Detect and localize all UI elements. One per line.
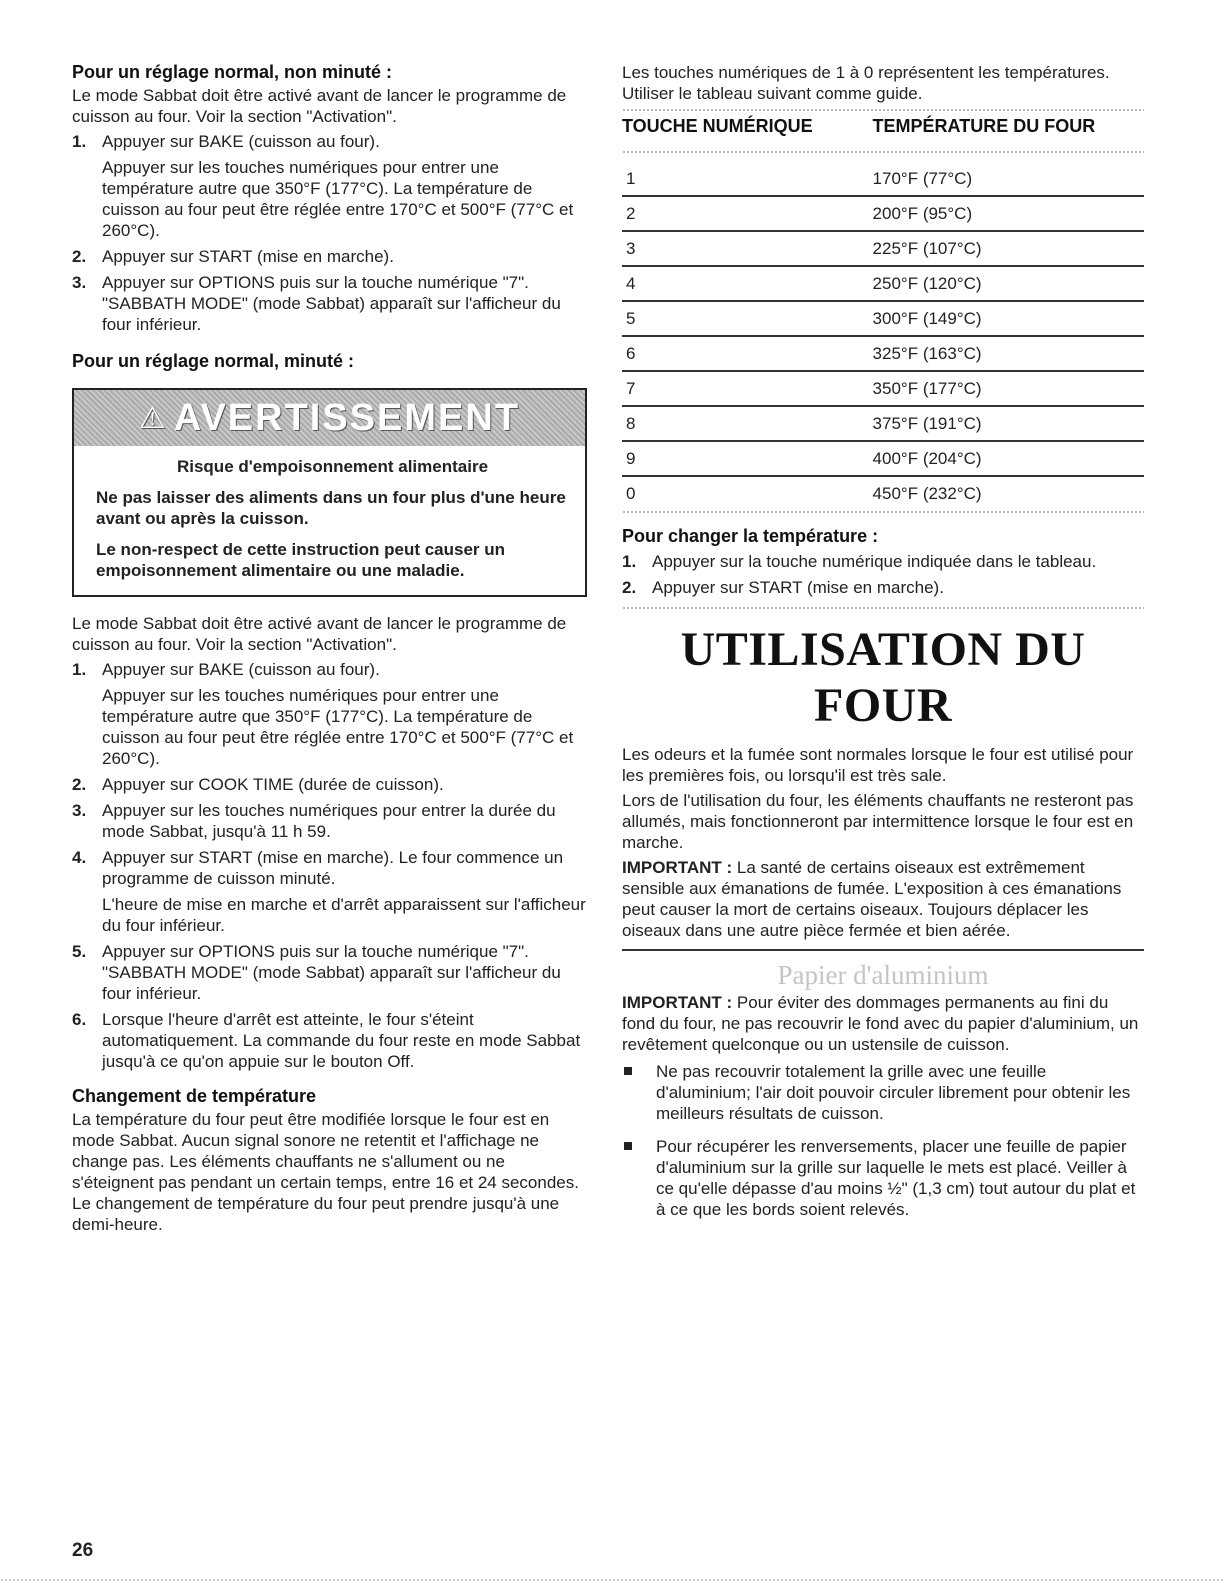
table-row: 1 170°F (77°C) — [622, 162, 1144, 196]
page-number: 26 — [72, 1540, 94, 1561]
right-column — [622, 62, 1144, 1232]
table-row: 0 450°F (232°C) — [626, 484, 982, 503]
table-row: 4 250°F (120°C) — [622, 266, 1144, 301]
table-header-rule — [622, 150, 1144, 154]
list-item: 1. Appuyer sur BAKE (cuisson au four). Appuyer sur les touches numériques pour entrer une température autre que 350°F (177°C). La température de cuisson au four peut être réglée entre 170°C et 500°F (77°C et 260°C). — [72, 132, 574, 240]
list-item: 1. Appuyer sur BAKE (cuisson au four). Appuyer sur les touches numériques pour entrer une température autre que 350°F (177°C). La température de cuisson au four peut être réglée entre 170°C et 500°F (77°C et 260°C). — [72, 660, 574, 768]
table-row: 8 375°F (191°C) — [622, 406, 1144, 441]
heading-change: Changement de température — [72, 1086, 317, 1106]
warning-risk: Risque d'empoisonnement alimentaire — [176, 457, 489, 476]
warning-line-2: Le non-respect de cette instruction peut causer un empoisonnement alimentaire ou une maladie. — [96, 540, 506, 580]
table-row: 3 225°F (107°C) — [622, 231, 1144, 266]
section-title: UTILISATION DU FOUR — [680, 623, 1086, 732]
paragraph-odors: Les odeurs et la fumée sont normales lorsque le four est utilisé pour les premières fois, ou lorsqu'il est très sale. — [622, 745, 1134, 785]
heading-minute: Pour un réglage normal, minuté : — [72, 351, 355, 371]
table-header-temp: TEMPÉRATURE DU FOUR — [872, 116, 1096, 136]
footer-dotted-rule — [0, 1578, 1225, 1582]
warning-box — [72, 388, 587, 597]
warning-body — [74, 446, 585, 595]
change-paragraph: La température du four peut être modifiée lorsque le four est en mode Sabbat. Aucun signal sonore ne retentit et l'affichage ne change pas. Les éléments chauffants ne s'allument ou ne s'éteignent pas pendant un certain temps, entre 16 et 24 secondes. Le changement de température du four peut prendre jusqu'à une demi-heure. — [72, 1110, 579, 1234]
steps-non-minute — [72, 131, 587, 335]
table-row: 2 200°F (95°C) — [622, 196, 1144, 231]
warning-line-1: Ne pas laisser des aliments dans un four plus d'une heure avant ou après la cuisson. — [96, 488, 566, 528]
important-label-2: IMPORTANT : — [622, 993, 733, 1012]
warning-header — [74, 390, 585, 446]
bullet-square-icon — [624, 1142, 632, 1150]
section-divider — [622, 606, 1144, 610]
list-item: 4. Appuyer sur START (mise en marche). Le four commence un programme de cuisson minuté. L'heure de mise en marche et d'arrêt apparaissent sur l'afficheur du four inférieur. — [72, 848, 586, 935]
foil-bullets — [622, 1061, 1144, 1220]
list-item: 3. Appuyer sur les touches numériques pour entrer la durée du mode Sabbat, jusqu'à 11 h 59. — [72, 801, 556, 841]
list-item: 2. Appuyer sur START (mise en marche). — [622, 578, 944, 597]
warning-title: AVERTISSEMENT — [173, 396, 521, 439]
list-item: 6. Lorsque l'heure d'arrêt est atteinte, le four s'éteint automatiquement. La commande du four reste en mode Sabbat jusqu'à ce qu'on appuie sur le bouton Off. — [72, 1010, 581, 1071]
table-row: 9 400°F (204°C) — [622, 441, 1144, 476]
list-item: 3. Appuyer sur OPTIONS puis sur la touche numérique "7". "SABBATH MODE" (mode Sabbat) apparaît sur l'afficheur du four inférieur. — [72, 273, 561, 334]
list-item: 5. Appuyer sur OPTIONS puis sur la touche numérique "7". "SABBATH MODE" (mode Sabbat) apparaît sur l'afficheur du four inférieur. — [72, 942, 561, 1003]
divider-rule — [622, 949, 1144, 951]
warning-triangle-icon: ⚠ — [138, 401, 168, 435]
table-row: 5 300°F (149°C) — [622, 301, 1144, 336]
table-intro: Les touches numériques de 1 à 0 représentent les températures. Utiliser le tableau suivant comme guide. — [622, 63, 1110, 103]
paragraph-elements: Lors de l'utilisation du four, les éléments chauffants ne resteront pas allumés, mais fonctionneront par intermittence lorsque le four est en marche. — [622, 791, 1134, 852]
table-row: 7 350°F (177°C) — [622, 371, 1144, 406]
list-item: 1. Appuyer sur la touche numérique indiquée dans le tableau. — [622, 552, 1097, 571]
steps-change-temp — [622, 551, 1144, 598]
temperature-table — [622, 112, 1144, 510]
bullet-square-icon — [624, 1067, 632, 1075]
steps-minute — [72, 659, 587, 1072]
list-item: 2. Appuyer sur START (mise en marche). — [72, 247, 394, 266]
paragraph-foil: IMPORTANT : Pour éviter des dommages permanents au fini du fond du four, ne pas recouvrir le fond avec du papier d'aluminium, un revêtement quelconque ou un ustensile de cuisson. — [622, 993, 1139, 1054]
table-header-key: TOUCHE NUMÉRIQUE — [622, 116, 813, 136]
heading-change-temp: Pour changer la température : — [622, 526, 879, 546]
list-item: Ne pas recouvrir totalement la grille avec une feuille d'aluminium; l'air doit pouvoir circuler librement pour obtenir les meilleurs résultats de cuisson. — [622, 1061, 1144, 1124]
list-item: 2. Appuyer sur COOK TIME (durée de cuisson). — [72, 775, 444, 794]
paragraph-birds: IMPORTANT : La santé de certains oiseaux est extrêmement sensible aux émanations de fumée. L'exposition à ces émanations peut causer la mort de certains oiseaux. Toujours déplacer les oiseaux dans une autre pièce fermée et bien aérée. — [622, 858, 1122, 940]
subsection-title: Papier d'aluminium — [777, 960, 989, 990]
intro-paragraph-1: Le mode Sabbat doit être activé avant de lancer le programme de cuisson au four. Voir la section "Activation". — [72, 86, 567, 126]
table-bottom-rule — [622, 510, 1144, 514]
important-label: IMPORTANT : — [622, 858, 733, 877]
left-column — [72, 62, 587, 1239]
heading-non-minute: Pour un réglage normal, non minuté : — [72, 62, 393, 82]
table-row: 6 325°F (163°C) — [622, 336, 1144, 371]
list-item: Pour récupérer les renversements, placer une feuille de papier d'aluminium sur la grille sur laquelle le mets est placé. Veiller à ce qu'elle dépasse d'au moins ½" (1,3 cm) tout autour du plat et à ce que les bords soient relevés. — [622, 1136, 1144, 1220]
intro-paragraph-2: Le mode Sabbat doit être activé avant de lancer le programme de cuisson au four. Voir la section "Activation". — [72, 614, 567, 654]
